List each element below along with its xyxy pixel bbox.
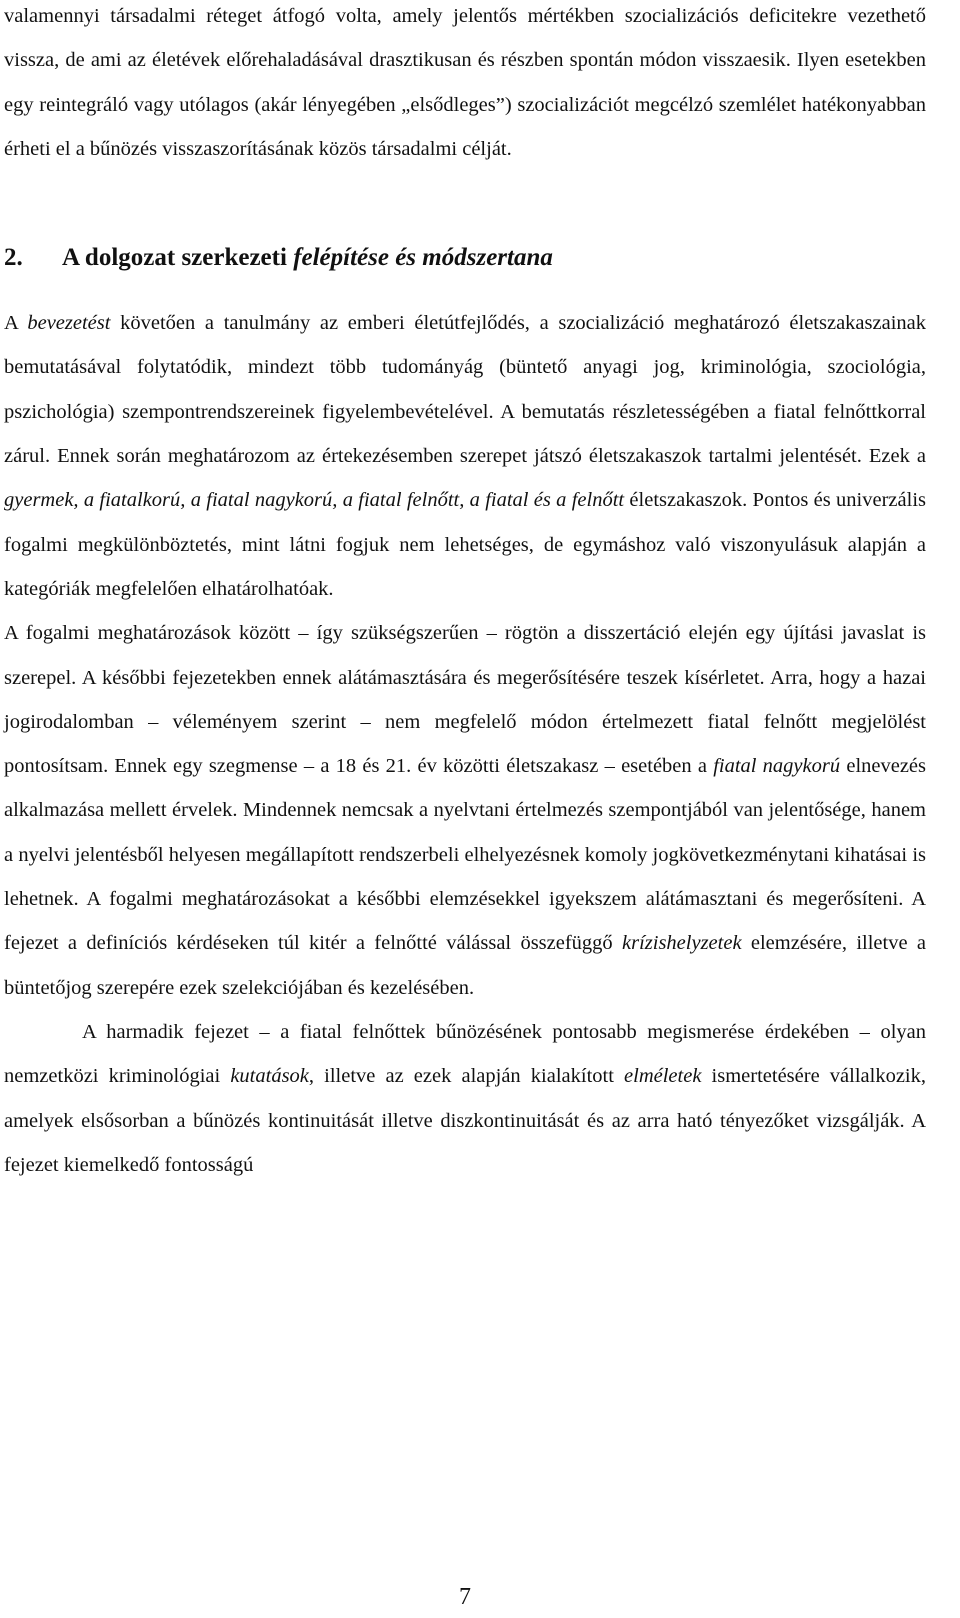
p1-text-1: A	[4, 312, 28, 335]
section-title-bold: A dolgozat szerkezeti	[62, 244, 294, 272]
p2-text-3: elemzésére, illetve a büntetőjog szerepére ezek szelekciójában és kezelésében.	[4, 932, 926, 999]
p3-text-3: ismertetésére vállalkozik, amelyek elsősorban a bűnözés kontinuitását illetve diszkontinuitását és az arra ható tényezőket vizsgálják. A fejezet kiemelkedő fontosságú	[4, 1065, 926, 1176]
intro-paragraph: valamennyi társadalmi réteget átfogó volta, amely jelentős mértékben szocializációs deficitekre vezethető vissza, de ami az életévek előrehaladásával drasztikusan és részben spontán módon visszaesik. Ilyen esetekben egy reintegráló vagy utólagos (akár lényegében „elsődleges”) szocializációt megcélzó szemlélet hatékonyabban érheti el a bűnözés visszaszorításának közös társadalmi célját.	[4, 5, 926, 160]
section-number: 2.	[4, 244, 23, 272]
p3-text-1: A harmadik fejezet – a fiatal felnőttek bűnözésének pontosabb megismerése érdekében – olyan nemzetközi kriminológiai	[4, 1020, 926, 1088]
p3-italic-1: kutatások	[230, 1065, 309, 1088]
p3-text-2: , illetve az ezek alapján kialakított	[308, 1065, 625, 1088]
page-number: 7	[459, 1584, 471, 1610]
p1-italic-2: gyermek, a fiatalkorú, a fiatal nagykorú, a fiatal felnőtt, a fiatal és a felnőtt	[4, 489, 625, 512]
document-page	[4, 0, 926, 1187]
p2-text-2: elnevezés alkalmazása mellett érvelek. Mindennek nemcsak a nyelvtani értelmezés szempontjából van jelentősége, hanem a nyelvi jelentésből helyesen megállapított rendszerbeli elhelyezésnek komoly jogkövetkezménytani kihatásai is lehetnek. A fogalmi meghatározásokat a későbbi elemzésekkel igyekszem alátámasztani és megerősíteni. A fejezet a definíciós kérdéseken túl kitér a felnőtté válással összefüggő	[4, 755, 927, 955]
p1-text-2: követően a tanulmány az emberi életútfejlődés, a szocializáció meghatározó életszakaszainak bemutatásával folytatódik, mindezt több tudományág (büntető anyagi jog, kriminológia, szociológia, pszichológia) szempontrendszereinek figyelembevételével. A bemutatás részletességében a fiatal felnőttkorral zárul. Ennek során meghatározom az értekezésemben szerepet játszó életszakaszok tartalmi jelentését. Ezek a	[4, 312, 926, 468]
body-paragraph-1	[4, 301, 926, 611]
p2-text-1: A fogalmi meghatározások között – így szükségszerűen – rögtön a disszertáció elején egy újítási javaslat is szerepel. A későbbi fejezetekben ennek alátámasztására és megerősítésére teszek kísérletet. Arra, hogy a hazai jogirodalomban – véleményem szerint – nem megfelelő módon értelmezett fiatal felnőtt megjelölést pontosítsam. Ennek egy szegmense – a 18 és 21. év közötti életszakasz – esetében a	[4, 622, 926, 778]
p1-text-3: életszakaszok. Pontos és univerzális fogalmi megkülönböztetés, mint látni fogjuk nem lehetséges, de egymáshoz való viszonyulásuk alapján a kategóriák megfelelően elhatárolhatóak.	[4, 489, 926, 600]
p1-italic-1: bevezetést	[27, 312, 111, 335]
body-paragraph-3	[4, 1010, 926, 1187]
section-title-italic: felépítése és módszertana	[293, 244, 553, 272]
body-paragraph-2	[4, 611, 926, 1010]
p3-italic-2: elméletek	[624, 1065, 702, 1088]
p2-italic-1: fiatal nagykorú	[713, 755, 841, 778]
p2-italic-2: krízishelyzetek	[622, 932, 742, 955]
section-heading	[4, 241, 926, 275]
